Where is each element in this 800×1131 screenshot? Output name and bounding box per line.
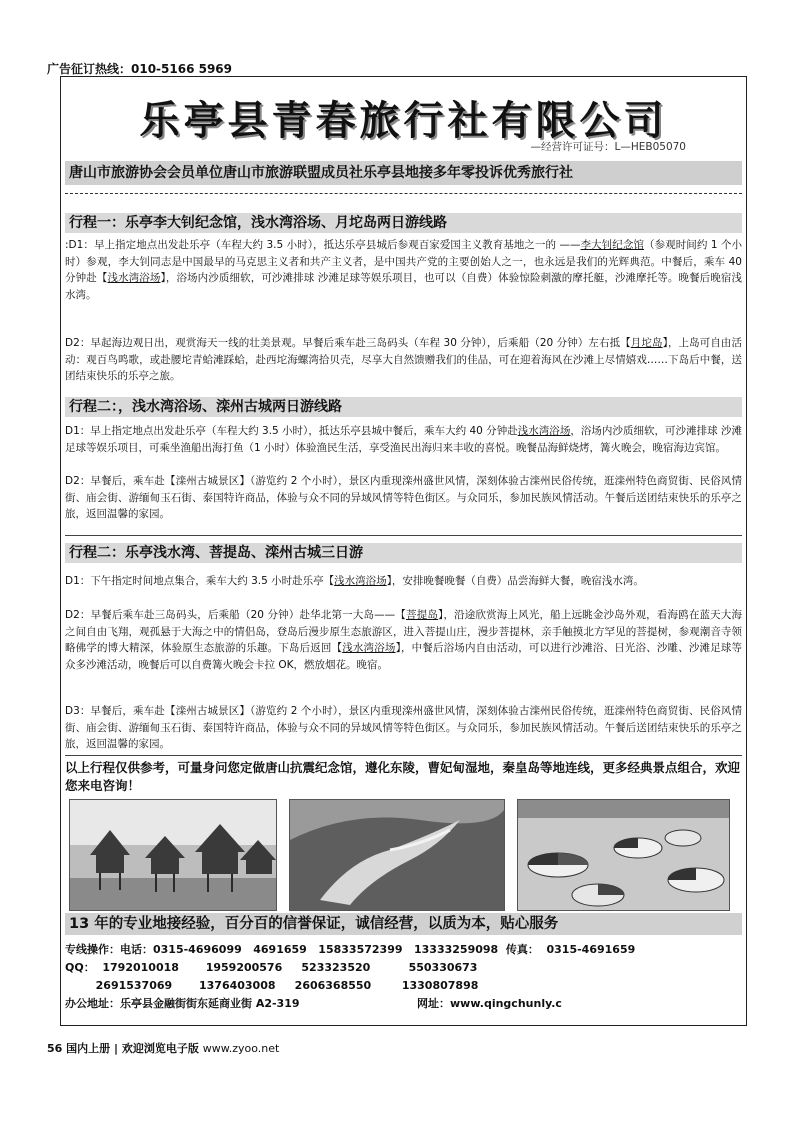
shallow-bay-link[interactable]: 浅水湾浴场 — [334, 575, 387, 587]
shallow-bay-link[interactable]: 浅水湾浴场 — [107, 272, 161, 284]
footer-url[interactable]: www.zyoo.net — [202, 1042, 280, 1055]
company-name: 乐亭县青春旅行社有限公司 — [139, 97, 668, 144]
shallow-bay-link[interactable]: 浅水湾浴场 — [517, 425, 571, 437]
website-link[interactable]: 网址：www.qingchunly.c — [417, 997, 562, 1010]
ad-hotline: 广告征订热线：010-5166 5969 — [47, 62, 233, 76]
qq-line-2: 2691537069 1376403008 2606368550 1330807898 — [65, 979, 479, 992]
stilt-houses-illustration — [70, 800, 276, 910]
page-number: 56 — [47, 1042, 63, 1055]
itinerary-3-day-2: D2：早餐后乘车赴三岛码头，后乘船（20 分钟）赴华北第一大岛——【菩提岛】，沿途欣赏海上风光，船上远眺金沙岛外观，看海鸥在蓝天大海之间自由飞翔，观孤悬于大海之中的情侣岛，登岛后漫步原生态旅游区，进入菩提山庄，漫步菩提林，亲手触摸北方罕见的菩提树，参观潮音寺领略佛学的博大精深，体验原生态旅游的乐趣。下岛后返回【浅水湾浴场】，中餐后浴场内自由活动，可以进行沙滩浴、日光浴、沙雕、沙滩足球等众多沙滩活动，晚餐后可以自费篝火晚会卡拉 OK，燃放烟花。晚宿。 — [65, 609, 743, 671]
beach-umbrellas-photo — [517, 799, 730, 911]
island-aerial-illustration — [290, 800, 504, 910]
beach-umbrellas-illustration — [518, 800, 729, 910]
li-dazhao-memorial-link[interactable]: 李大钊纪念馆 — [580, 239, 645, 251]
bodhi-island-link[interactable]: 菩提岛 — [406, 609, 439, 621]
itinerary-3-day-1: D1：下午指定时间地点集合，乘车大约 3.5 小时赴乐亭【浅水湾浴场】，安排晚餐晚餐（自费）品尝海鲜大餐，晚宿浅水湾。 — [65, 575, 644, 587]
office-address: 办公地址：乐亭县金融街街东延商业街 A2-319 — [65, 997, 300, 1010]
yuetuo-island-link[interactable]: 月坨岛 — [630, 337, 663, 349]
itinerary-2-day-2: D2：早餐后，乘车赴【滦州古城景区】（游览约 2 个小时），景区内重现滦州盛世风情，深刻体验古滦州民俗传统，逛滦州特色商贸街、民俗风情街、庙会街、游缅甸玉石街、泰国特许商品，体验与众不同的异域风情等特色街区。与众同乐，参加民族风情活动。午餐后送团结束快乐的乐亭之旅，返回温馨的家园。 — [65, 475, 742, 520]
service-slogan: 13 年的专业地接经验，百分百的信誉保证，诚信经营，以质为本，贴心服务 — [65, 913, 742, 935]
section-divider — [65, 535, 742, 536]
custom-tour-note: 以上行程仅供参考，可量身问您定做唐山抗震纪念馆，遵化东陵，曹妃甸湿地，秦皇岛等地连线，更多经典景点组合，欢迎您来电咨询！ — [65, 760, 741, 793]
stilt-houses-photo — [69, 799, 277, 911]
itinerary-1-day-1: :D1：早上指定地点出发赴乐亭（车程大约 3.5 小时），抵达乐亭县城后参观百家爱国主义教育基地之一的 ——李大钊纪念馆（参观时间约 1 个小时）参观，李大钊同志是中国最早的马克思主义者和共产主义者，是中国共产党的主要创始人之一，也永远是我们的光辉典范。中餐后，乘车 40 分钟赴【浅水湾浴场】，浴场内沙质细软，可沙滩排球 沙滩足球等娱乐项目，也可以（自费）体验惊险刺激的摩托艇，沙滩摩托等。晚餐后晚宿浅水湾。 — [65, 239, 743, 301]
ad-frame — [60, 76, 747, 1026]
footer-divider: | — [114, 1042, 119, 1055]
dashed-divider — [65, 193, 742, 194]
phone-line: 专线操作：电话：0315-4696099 4691659 15833572399 13333259098 传真： 0315-4691659 — [65, 943, 636, 956]
volume-label: 国内上册 — [66, 1042, 111, 1055]
page-footer — [47, 1040, 279, 1056]
member-banner: 唐山市旅游协会会员单位唐山市旅游联盟成员社乐亭县地接多年零投诉优秀旅行社 — [65, 161, 742, 185]
qq-line-1: QQ： 1792010018 1959200576 523323520 550330673 — [65, 961, 478, 974]
itinerary-1-title: 行程一：乐亭李大钊纪念馆，浅水湾浴场、月坨岛两日游线路 — [65, 213, 742, 233]
license-number: —经营许可证号：L—HEB05070 — [530, 141, 686, 153]
footer-tagline: 欢迎浏览电子版 — [121, 1042, 199, 1055]
itinerary-2-title: 行程二：，浅水湾浴场、滦州古城两日游线路 — [65, 397, 742, 417]
section-divider — [65, 755, 742, 756]
itinerary-1-day-2: D2：早起海边观日出，观赏海天一线的壮美景观。早餐后乘车赴三岛码头（车程 30 分钟），后乘船（20 分钟）左右抵【月坨岛】，上岛可自由活动：观百鸟鸣歌，或赴腰坨青蛤滩踩蛤，赴西坨海螺湾拾贝壳，尽享大自然馈赠我们的佳品，可在迎着海风在沙滩上尽情嬉戏……下岛后中餐，送团结束快乐的乐亭之旅。 — [65, 337, 743, 382]
island-aerial-photo — [289, 799, 505, 911]
itinerary-3-day-3: D3：早餐后，乘车赴【滦州古城景区】（游览约 2 个小时），景区内重现滦州盛世风情，深刻体验古滦州民俗传统，逛滦州特色商贸街、民俗风情街、庙会街、游缅甸玉石街、泰国特许商品，体验与众不同的异域风情等特色街区。与众同乐，参加民族风情活动。午餐后送团结束快乐的乐亭之旅，返回温馨的家园。 — [65, 705, 742, 750]
itinerary-3-title: 行程二：乐亭浅水湾、菩提岛、滦州古城三日游 — [65, 543, 742, 563]
itinerary-2-day-1: D1：早上指定地点出发赴乐亭（车程大约 3.5 小时），抵达乐亭县城中餐后，乘车大约 40 分钟赴浅水湾浴场，浴场内沙质细软，可沙滩排球 沙滩足球等娱乐项目，可乘坐渔船出海打鱼（1 小时）体验渔民生活，享受渔民出海归来丰收的喜悦。晚餐品海鲜烧烤，篝火晚会，晚宿海边宾馆。 — [65, 425, 743, 454]
shallow-bay-link[interactable]: 浅水湾浴场 — [342, 642, 396, 654]
